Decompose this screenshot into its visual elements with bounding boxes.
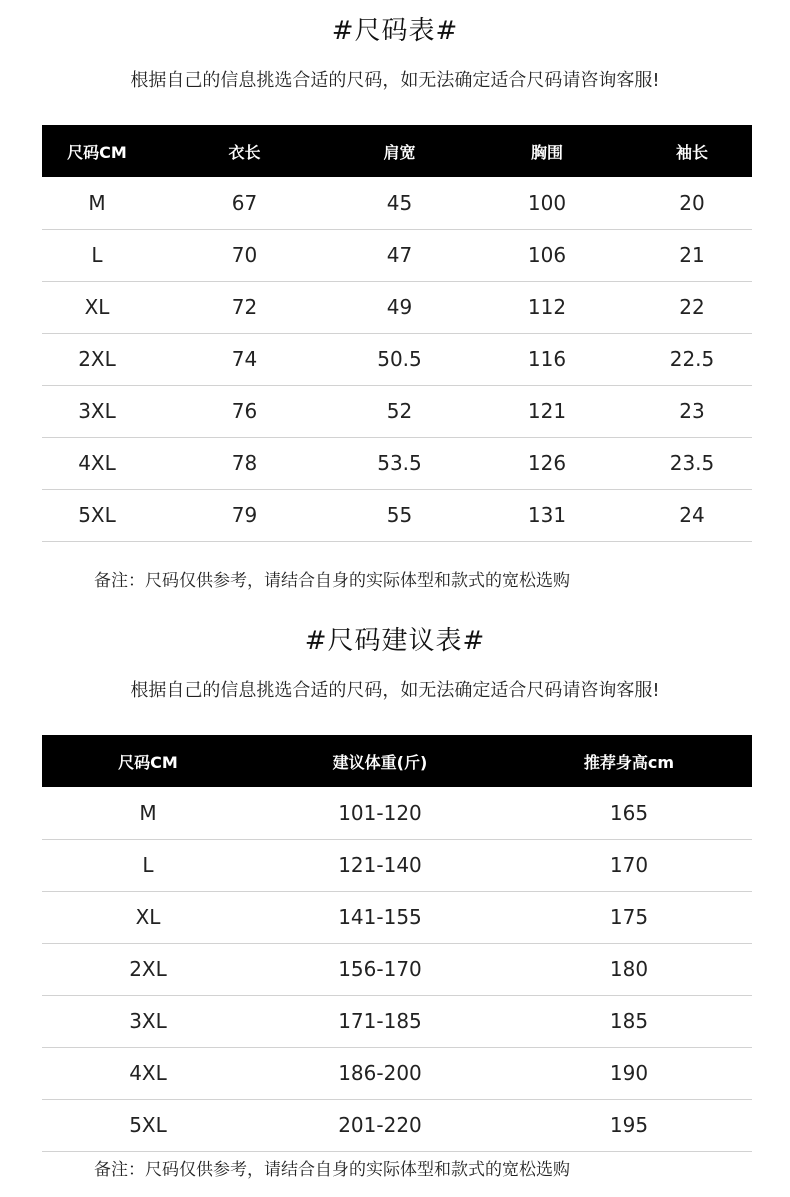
- cell-size: XL: [135, 905, 161, 929]
- cell-shoulder: 53.5: [377, 451, 422, 475]
- cell-weight: 201-220: [338, 1113, 422, 1137]
- cell-weight: 141-155: [338, 905, 422, 929]
- table-row: [42, 787, 752, 839]
- cell-size: 3XL: [78, 399, 116, 423]
- size-chart-table: [42, 125, 752, 542]
- cell-size: L: [91, 243, 103, 267]
- cell-weight: 171-185: [338, 1009, 422, 1033]
- size-chart-title: #尺码表#: [331, 16, 459, 46]
- header-shoulder: 肩宽: [383, 142, 416, 162]
- table-row: [42, 995, 752, 1047]
- cell-height: 195: [609, 1113, 649, 1137]
- cell-size: 2XL: [129, 957, 167, 981]
- table-row: [42, 839, 752, 891]
- cell-size: 5XL: [78, 503, 116, 527]
- recommend-chart-note: 备注：尺码仅供参考，请结合自身的实际体型和款式的宽松选购: [94, 1160, 570, 1180]
- cell-size: L: [142, 853, 154, 877]
- table-row: [42, 1099, 752, 1151]
- cell-height: 180: [609, 957, 649, 981]
- table-row: [42, 437, 752, 489]
- cell-chest: 131: [527, 503, 567, 527]
- cell-size: 4XL: [78, 451, 116, 475]
- cell-sleeve: 23.5: [669, 451, 715, 475]
- cell-length: 79: [231, 503, 258, 527]
- cell-size: XL: [84, 295, 110, 319]
- recommend-chart-title: #尺码建议表#: [304, 626, 486, 656]
- cell-height: 175: [609, 905, 649, 929]
- cell-length: 72: [231, 295, 258, 319]
- cell-chest: 112: [527, 295, 567, 319]
- cell-length: 74: [231, 347, 258, 371]
- table-row: [42, 489, 752, 541]
- table-row: [42, 385, 752, 437]
- cell-sleeve: 24: [679, 503, 705, 527]
- cell-shoulder: 45: [386, 190, 413, 215]
- cell-weight: 186-200: [338, 1061, 422, 1085]
- recommend-chart-table: [42, 735, 752, 1152]
- header-size: 尺码CM: [118, 752, 178, 772]
- cell-length: 78: [231, 451, 258, 475]
- cell-chest: 126: [527, 451, 567, 475]
- cell-shoulder: 55: [386, 503, 413, 527]
- size-chart-subtitle: 根据自己的信息挑选合适的尺码，如无法确定适合尺码请咨询客服!: [130, 70, 660, 91]
- cell-weight: 121-140: [338, 853, 422, 877]
- cell-sleeve: 21: [679, 243, 705, 267]
- cell-chest: 121: [527, 399, 567, 423]
- cell-length: 76: [231, 399, 258, 423]
- header-sleeve: 袖长: [675, 142, 708, 162]
- cell-sleeve: 22.5: [669, 347, 715, 371]
- cell-weight: 101-120: [338, 800, 422, 825]
- table-row: [42, 229, 752, 281]
- cell-shoulder: 50.5: [377, 347, 422, 371]
- cell-chest: 100: [527, 190, 567, 215]
- cell-size: M: [139, 800, 157, 825]
- table-row: [42, 333, 752, 385]
- cell-size: M: [88, 190, 106, 215]
- size-chart-header-row: [42, 125, 752, 177]
- header-height: 推荐身高cm: [583, 752, 675, 772]
- table-row: [42, 281, 752, 333]
- cell-sleeve: 23: [679, 399, 705, 423]
- table-row: [42, 891, 752, 943]
- header-chest: 胸围: [530, 142, 563, 162]
- table-row: [42, 943, 752, 995]
- cell-height: 185: [609, 1009, 649, 1033]
- size-chart-note: 备注：尺码仅供参考，请结合自身的实际体型和款式的宽松选购: [94, 571, 570, 591]
- cell-height: 165: [609, 800, 649, 825]
- cell-shoulder: 49: [386, 295, 413, 319]
- cell-size: 4XL: [129, 1061, 167, 1085]
- cell-length: 70: [231, 243, 258, 267]
- cell-chest: 106: [527, 243, 567, 267]
- cell-sleeve: 22: [679, 295, 705, 319]
- cell-chest: 116: [527, 347, 567, 371]
- table-row: [42, 177, 752, 229]
- header-size: 尺码CM: [67, 142, 127, 162]
- cell-shoulder: 52: [386, 399, 413, 423]
- cell-sleeve: 20: [679, 190, 705, 215]
- cell-length: 67: [231, 190, 258, 215]
- cell-size: 2XL: [78, 347, 116, 371]
- header-weight: 建议体重(斤): [332, 752, 428, 772]
- cell-height: 170: [609, 853, 649, 877]
- cell-size: 5XL: [129, 1113, 167, 1137]
- header-length: 衣长: [228, 142, 261, 162]
- cell-height: 190: [609, 1061, 649, 1085]
- recommend-chart-subtitle: 根据自己的信息挑选合适的尺码，如无法确定适合尺码请咨询客服!: [130, 680, 660, 701]
- table-row: [42, 1047, 752, 1099]
- recommend-chart-header-row: [42, 735, 752, 787]
- cell-shoulder: 47: [386, 243, 413, 267]
- cell-weight: 156-170: [338, 957, 422, 981]
- cell-size: 3XL: [129, 1009, 167, 1033]
